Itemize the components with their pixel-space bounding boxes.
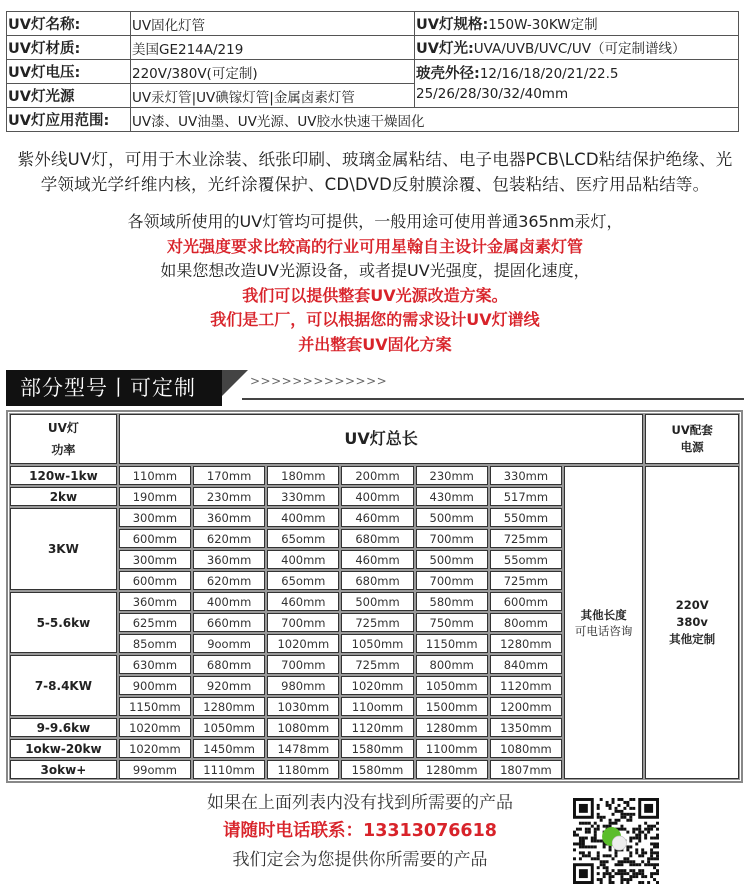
length-cell: 1280mm xyxy=(193,697,265,716)
header-supply-line2: 电源 xyxy=(680,440,704,454)
other-length-cell xyxy=(564,466,643,779)
usage-line-1: 紫外线UV灯，可用于木业涂装、纸张印刷、玻璃金属粘结、电子电器PCB\LCD粘结保护绝缘、光 xyxy=(17,150,733,169)
length-cell: 1500mm xyxy=(416,697,488,716)
supply-line2: 380v xyxy=(676,615,708,629)
contact-line-1: 如果在上面列表内没有找到所需要的产品 xyxy=(207,793,513,813)
length-cell: 170mm xyxy=(193,466,265,485)
length-cell: 400mm xyxy=(341,487,413,506)
length-cell: 99omm xyxy=(119,760,191,779)
length-cell: 600mm xyxy=(490,592,562,611)
supply-line3: 其他定制 xyxy=(669,632,716,646)
length-cell: 1080mm xyxy=(267,718,339,737)
light-cell xyxy=(415,36,739,60)
length-cell: 180mm xyxy=(267,466,339,485)
length-cell: 1200mm xyxy=(490,697,562,716)
length-cell: 620mm xyxy=(193,529,265,548)
length-cell: 400mm xyxy=(193,592,265,611)
spec-value: 150W-30KW定制 xyxy=(488,17,598,33)
length-cell: 980mm xyxy=(267,676,339,695)
length-cell: 680mm xyxy=(341,571,413,590)
power-cell: 3KW xyxy=(10,508,117,590)
length-cell: 620mm xyxy=(193,571,265,590)
spec-cell xyxy=(415,12,739,36)
length-cell: 330mm xyxy=(267,487,339,506)
material-label: UV灯材质: xyxy=(7,36,131,60)
usage-paragraph xyxy=(0,147,750,197)
length-cell: 460mm xyxy=(341,508,413,527)
length-cell: 80omm xyxy=(490,613,562,632)
length-cell: 430mm xyxy=(416,487,488,506)
light-value: UVA/UVB/UVC/UV（可定制谱线） xyxy=(473,41,686,57)
note-line: 对光强度要求比较高的行业可用星翰自主设计金属卤素灯管 xyxy=(166,236,583,256)
length-cell: 1020mm xyxy=(119,718,191,737)
light-label: UV灯光: xyxy=(416,41,474,57)
length-cell: 1120mm xyxy=(490,676,562,695)
length-cell: 1080mm xyxy=(490,739,562,758)
length-cell: 1150mm xyxy=(119,697,191,716)
length-cell: 700mm xyxy=(416,571,488,590)
length-cell: 190mm xyxy=(119,487,191,506)
header-power-line1: UV灯 xyxy=(47,421,79,435)
length-cell: 600mm xyxy=(119,571,191,590)
length-cell: 900mm xyxy=(119,676,191,695)
application-value: UV漆、UV油墨、UV光源、UV胶水快速干燥固化 xyxy=(131,108,739,132)
length-cell: 460mm xyxy=(267,592,339,611)
length-cell: 1350mm xyxy=(490,718,562,737)
length-cell: 65omm xyxy=(267,529,339,548)
length-cell: 1050mm xyxy=(341,634,413,653)
length-cell: 680mm xyxy=(193,655,265,674)
length-cell: 600mm xyxy=(119,529,191,548)
length-cell: 500mm xyxy=(341,592,413,611)
other-length-line1: 其他长度 xyxy=(580,607,627,622)
note-line: 并出整套UV固化方案 xyxy=(298,334,452,354)
length-cell: 1580mm xyxy=(341,760,413,779)
spec-label: UV灯规格: xyxy=(416,17,489,33)
length-cell: 55omm xyxy=(490,550,562,569)
diameter-value-line1: 12/16/18/20/21/22.5 xyxy=(479,65,619,82)
wechat-qr-code[interactable] xyxy=(573,797,659,885)
contact-block xyxy=(150,790,570,874)
length-cell: 1280mm xyxy=(416,718,488,737)
length-cell: 1020mm xyxy=(341,676,413,695)
note-line: 我们是工厂，可以根据您的需求设计UV灯谱线 xyxy=(210,310,540,329)
length-cell: 630mm xyxy=(119,655,191,674)
note-line: 我们可以提供整套UV光源改造方案。 xyxy=(242,285,508,305)
voltage-value: 220V/380V(可定制) xyxy=(131,60,415,84)
length-cell: 1110mm xyxy=(193,760,265,779)
power-cell: 120w-1kw xyxy=(10,466,117,485)
length-cell: 300mm xyxy=(119,550,191,569)
header-power-line2: 功率 xyxy=(51,443,76,457)
length-cell: 680mm xyxy=(341,529,413,548)
power-cell: 5-5.6kw xyxy=(10,592,117,653)
contact-phone[interactable]: 请随时电话联系：13313076618 xyxy=(223,821,497,841)
header-supply-line1: UV配套 xyxy=(671,423,713,437)
source-label: UV灯光源 xyxy=(7,84,131,108)
name-value: UV固化灯管 xyxy=(131,12,415,36)
length-cell: 360mm xyxy=(119,592,191,611)
header-length: UV灯总长 xyxy=(119,414,644,464)
length-cell: 625mm xyxy=(119,613,191,632)
length-cell: 360mm xyxy=(193,508,265,527)
notes-block xyxy=(0,210,750,357)
header-supply xyxy=(645,414,739,464)
length-cell: 400mm xyxy=(267,550,339,569)
source-value: UV汞灯管|UV碘镓灯管|金属卤素灯管 xyxy=(131,84,415,108)
length-cell: 1478mm xyxy=(267,739,339,758)
length-cell: 1020mm xyxy=(119,739,191,758)
section-divider xyxy=(242,398,744,400)
voltage-label: UV灯电压: xyxy=(7,60,131,84)
length-cell: 1050mm xyxy=(416,676,488,695)
length-cell: 725mm xyxy=(341,613,413,632)
supply-line1: 220V xyxy=(675,598,709,612)
section-title: 部分型号丨可定制 xyxy=(6,370,222,406)
power-supply-cell xyxy=(645,466,739,779)
length-cell: 1580mm xyxy=(341,739,413,758)
length-cell: 700mm xyxy=(416,529,488,548)
length-cell: 500mm xyxy=(416,550,488,569)
length-cell: 1150mm xyxy=(416,634,488,653)
length-cell: 840mm xyxy=(490,655,562,674)
length-cell: 9oomm xyxy=(193,634,265,653)
length-cell: 1180mm xyxy=(267,760,339,779)
power-cell: 9-9.6kw xyxy=(10,718,117,737)
section-arrows: >>>>>>>>>>>>> xyxy=(250,374,388,388)
length-cell: 725mm xyxy=(341,655,413,674)
length-cell: 300mm xyxy=(119,508,191,527)
usage-line-2: 学领域光学纤维内核，光纤涂覆保护、CD\DVD反射膜涂覆、包装粘结、医疗用品粘结等。 xyxy=(40,175,710,194)
note-line: 如果您想改造UV光源设备，或者提UV光强度，提固化速度， xyxy=(160,261,590,280)
diameter-cell xyxy=(415,60,739,108)
power-cell: 1okw-20kw xyxy=(10,739,117,758)
length-cell: 460mm xyxy=(341,550,413,569)
length-cell: 725mm xyxy=(490,529,562,548)
section-title-triangle xyxy=(222,370,248,396)
length-cell: 750mm xyxy=(416,613,488,632)
length-cell: 85omm xyxy=(119,634,191,653)
length-cell: 580mm xyxy=(416,592,488,611)
length-cell: 1020mm xyxy=(267,634,339,653)
length-cell: 360mm xyxy=(193,550,265,569)
table-row xyxy=(10,466,739,485)
power-cell: 3okw+ xyxy=(10,760,117,779)
application-label: UV灯应用范围: xyxy=(7,108,131,132)
length-cell: 110omm xyxy=(341,697,413,716)
length-cell: 1280mm xyxy=(490,634,562,653)
model-table xyxy=(6,410,743,783)
spec-table xyxy=(6,11,739,132)
section-header xyxy=(6,370,744,406)
length-cell: 700mm xyxy=(267,655,339,674)
length-cell: 65omm xyxy=(267,571,339,590)
diameter-label: 玻壳外径: xyxy=(416,65,480,82)
power-cell: 7-8.4KW xyxy=(10,655,117,716)
length-cell: 660mm xyxy=(193,613,265,632)
length-cell: 1100mm xyxy=(416,739,488,758)
header-power xyxy=(10,414,117,464)
length-cell: 200mm xyxy=(341,466,413,485)
length-cell: 1280mm xyxy=(416,760,488,779)
length-cell: 725mm xyxy=(490,571,562,590)
length-cell: 1120mm xyxy=(341,718,413,737)
other-length-line2: 可电话咨询 xyxy=(574,623,633,638)
note-line: 各领域所使用的UV灯管均可提供，一般用途可使用普通365nm汞灯， xyxy=(127,212,623,231)
diameter-value-line2: 25/26/28/30/32/40mm xyxy=(416,85,569,102)
length-cell: 1807mm xyxy=(490,760,562,779)
power-cell: 2kw xyxy=(10,487,117,506)
contact-line-3: 我们定会为您提供你所需要的产品 xyxy=(232,850,488,870)
material-value: 美国GE214A/219 xyxy=(131,36,415,60)
length-cell: 517mm xyxy=(490,487,562,506)
length-cell: 110mm xyxy=(119,466,191,485)
length-cell: 800mm xyxy=(416,655,488,674)
length-cell: 230mm xyxy=(416,466,488,485)
length-cell: 1450mm xyxy=(193,739,265,758)
name-label: UV灯名称: xyxy=(7,12,131,36)
length-cell: 500mm xyxy=(416,508,488,527)
length-cell: 1030mm xyxy=(267,697,339,716)
length-cell: 920mm xyxy=(193,676,265,695)
length-cell: 230mm xyxy=(193,487,265,506)
length-cell: 550mm xyxy=(490,508,562,527)
length-cell: 330mm xyxy=(490,466,562,485)
length-cell: 700mm xyxy=(267,613,339,632)
length-cell: 400mm xyxy=(267,508,339,527)
length-cell: 1050mm xyxy=(193,718,265,737)
